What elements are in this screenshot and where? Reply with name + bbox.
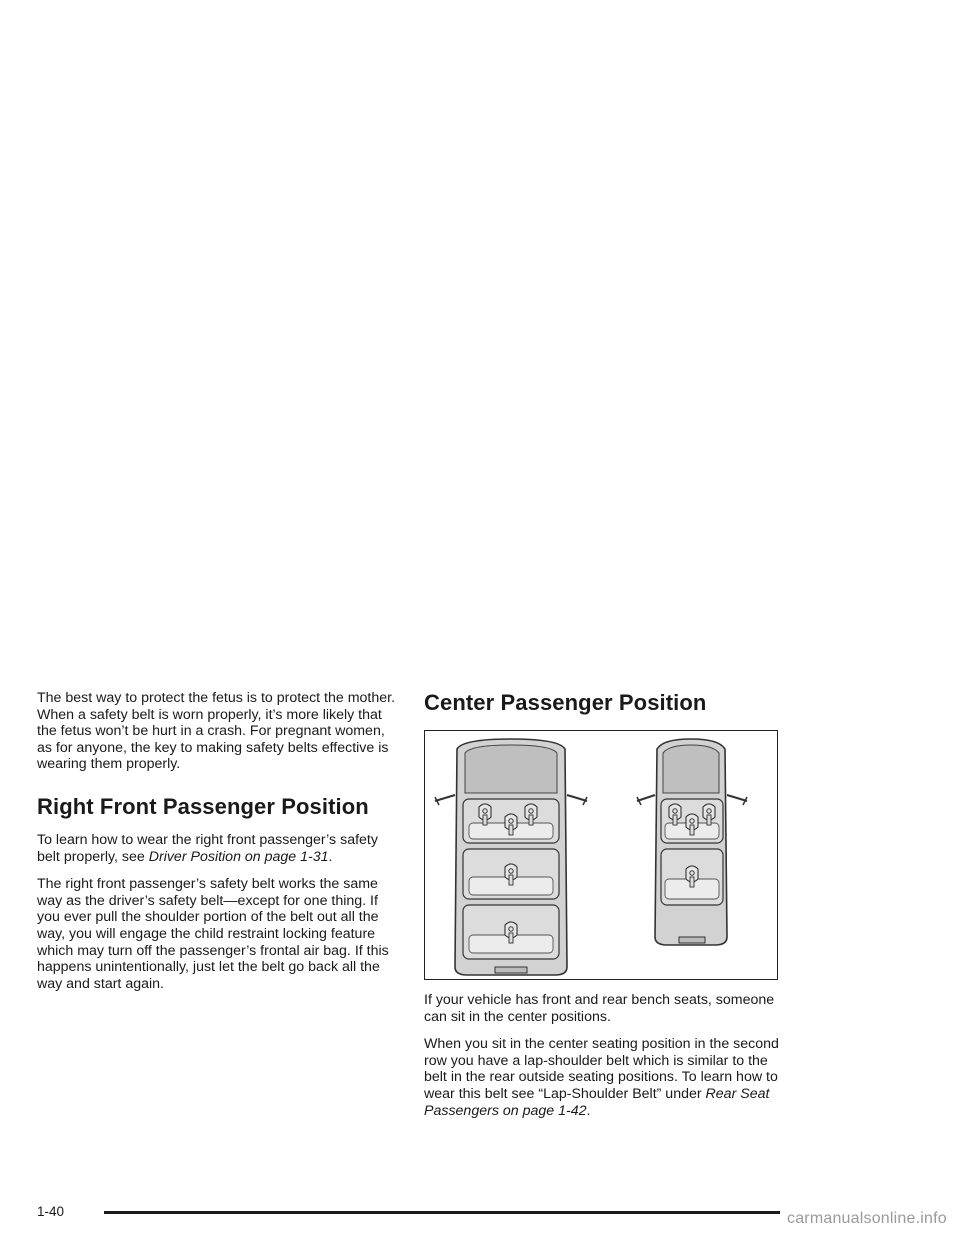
right-front-heading: Right Front Passenger Position bbox=[37, 793, 369, 819]
page-number: 1-40 bbox=[37, 1204, 65, 1219]
seating-diagram bbox=[424, 730, 778, 980]
left-column bbox=[37, 690, 397, 1003]
vehicle-top-view-illustration bbox=[425, 731, 779, 981]
right-front-paragraph-2: The right front passenger’s safety belt works the same way as the driver’s safety belt—except for one thing. If you ever pull the shoulder portion of the belt out all the way, you will engage the child restraint locking feature which may turn off the passenger’s frontal air bag. If this happens unintentionally, just let the belt go back all the way and start again. bbox=[37, 876, 389, 992]
vehicle-two-rows bbox=[637, 739, 747, 945]
p1-end: . bbox=[328, 848, 333, 865]
p1-text: To learn how to wear the right front passenger’s safety belt properly, see bbox=[37, 831, 378, 865]
rear-seat-passengers-link[interactable]: Rear Seat Passengers on page 1-42 bbox=[424, 1085, 770, 1119]
driver-position-link[interactable]: Driver Position on page 1-31 bbox=[148, 848, 329, 865]
center-passenger-heading: Center Passenger Position bbox=[424, 690, 707, 715]
right-column bbox=[424, 690, 784, 1130]
center-paragraph-1: If your vehicle has front and rear bench seats, someone can sit in the center positions. bbox=[424, 992, 775, 1025]
center-paragraph-2 bbox=[424, 1036, 784, 1119]
vehicle-three-rows bbox=[435, 739, 587, 975]
p2-text: When you sit in the center seating position in the second row you have a lap-shoulder belt which is similar to the belt in the rear outside seating positions. To learn how to wear this belt see “Lap-Shoulder Belt” under bbox=[424, 1036, 779, 1102]
watermark: carmanualsonline.info bbox=[787, 1210, 947, 1227]
footer-rule bbox=[104, 1211, 780, 1214]
right-front-paragraph-1 bbox=[37, 832, 397, 865]
intro-paragraph: The best way to protect the fetus is to protect the mother. When a safety belt is worn properly, it’s more likely that the fetus won’t be hurt in a crash. For pregnant women, as for anyone, the key to making safety belts effective is wearing them properly. bbox=[37, 690, 396, 773]
p2-end: . bbox=[586, 1102, 591, 1119]
